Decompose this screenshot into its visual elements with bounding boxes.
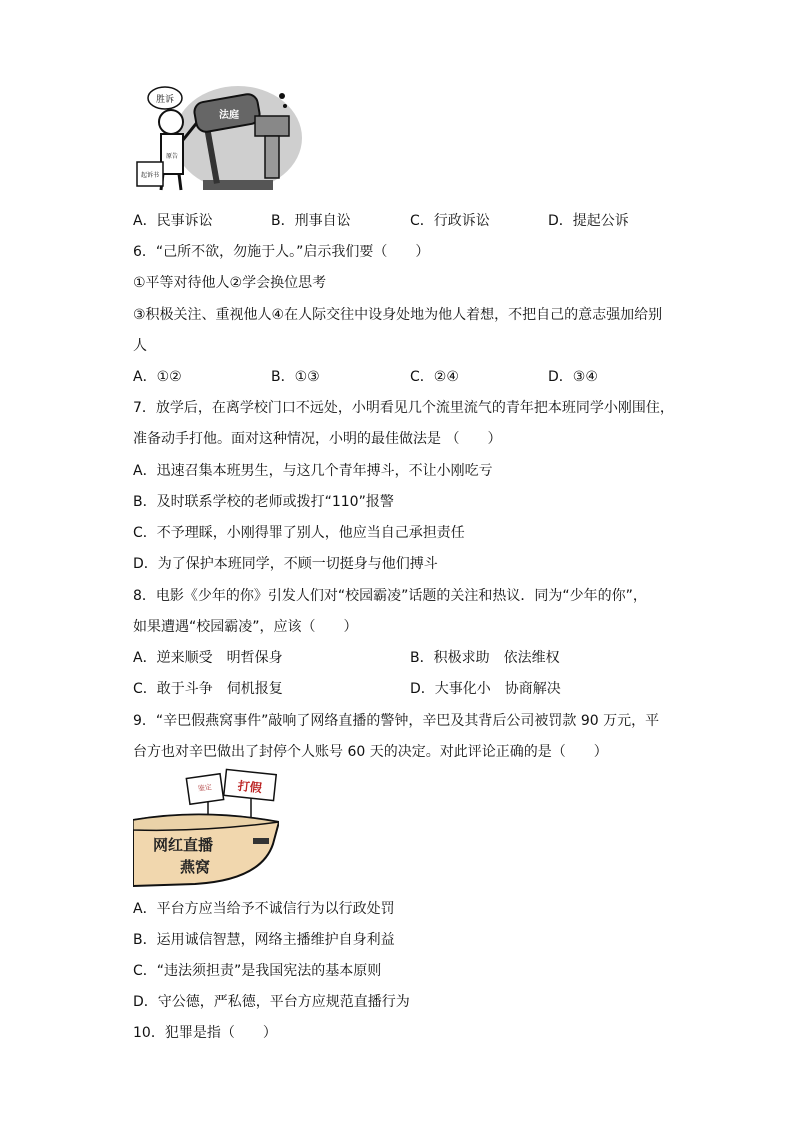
bowl-text-line-2: 燕窝 <box>179 858 211 876</box>
q6-statement-2-cont: 人 <box>133 338 147 354</box>
q5-option-d: D．提起公诉 <box>548 213 629 229</box>
q7-option-b: B．及时联系学校的老师或拨打“110”报警 <box>133 494 394 510</box>
q9-option-a: A．平台方应当给予不诚信行为以行政处罚 <box>133 901 395 917</box>
q8-stem: 8．电影《少年的你》引发人们对“校园霸凌”话题的关注和热议．同为“少年的你”， <box>133 588 647 604</box>
q5-option-b: B．刑事自讼 <box>271 213 351 229</box>
q6-statement-2: ③积极关注、重视他人④在人际交往中设身处地为他人着想，不把自己的意志强加给别 <box>133 307 663 323</box>
q7-stem: 7．放学后，在离学校门口不远处，小明看见几个流里流气的青年把本班同学小刚围住， <box>133 400 674 416</box>
q5-option-c: C．行政诉讼 <box>410 213 490 229</box>
q6-statement-1: ①平等对待他人②学会换位思考 <box>133 275 327 291</box>
speech-bubble-text: 胜诉 <box>155 95 175 105</box>
appraisal-sign-text: 鉴定 <box>197 783 213 793</box>
q8-stem-cont: 如果遭遇“校园霸凌”，应该（ ） <box>133 619 358 635</box>
q9-stem-cont: 台方也对辛巴做出了封停个人账号 60 天的决定。对此评论正确的是（ ） <box>133 744 608 760</box>
paper-label: 起诉书 <box>140 172 160 179</box>
crackdown-sign-text: 打假 <box>237 778 263 796</box>
q7-stem-cont: 准备动手打他。面对这种情况，小明的最佳做法是 （ ） <box>133 431 502 447</box>
q6-stem: 6．“己所不欲，勿施于人。”启示我们要（ ） <box>133 244 430 260</box>
q6-option-c: C．②④ <box>410 369 459 385</box>
q9-option-b: B．运用诚信智慧，网络主播维护自身利益 <box>133 932 395 948</box>
q6-option-b: B．①③ <box>271 369 320 385</box>
hammer-label: 法庭 <box>219 110 239 121</box>
q8-option-b: B．积极求助 依法维权 <box>410 650 560 666</box>
q9-stem: 9．“辛巴假燕窝事件”敲响了网络直播的警钟，辛巴及其背后公司被罚款 90 万元，平 <box>133 713 660 729</box>
bowl-text-line-1: 网红直播 <box>152 836 214 854</box>
q8-option-a: A．逆来顺受 明哲保身 <box>133 650 283 666</box>
q9-option-c: C．“违法须担责”是我国宪法的基本原则 <box>133 963 382 979</box>
coat-label: 原告 <box>165 153 179 160</box>
q9-option-d: D．守公德，严私德，平台方应规范直播行为 <box>133 994 410 1010</box>
fake-bird-nest-cartoon-figure <box>133 768 279 888</box>
lawsuit-cartoon-figure <box>133 76 303 194</box>
q7-option-d: D．为了保护本班同学，不顾一切挺身与他们搏斗 <box>133 556 438 572</box>
q7-option-c: C．不予理睬，小刚得罪了别人，他应当自己承担责任 <box>133 525 465 541</box>
q5-option-a: A．民事诉讼 <box>133 213 213 229</box>
q6-option-a: A．①② <box>133 369 182 385</box>
q8-option-d: D．大事化小 协商解决 <box>410 681 561 697</box>
q10-stem: 10．犯罪是指（ ） <box>133 1025 277 1041</box>
q8-option-c: C．敢于斗争 伺机报复 <box>133 681 283 697</box>
q7-option-a: A．迅速召集本班男生，与这几个青年搏斗，不让小刚吃亏 <box>133 463 493 479</box>
q6-option-d: D．③④ <box>548 369 598 385</box>
